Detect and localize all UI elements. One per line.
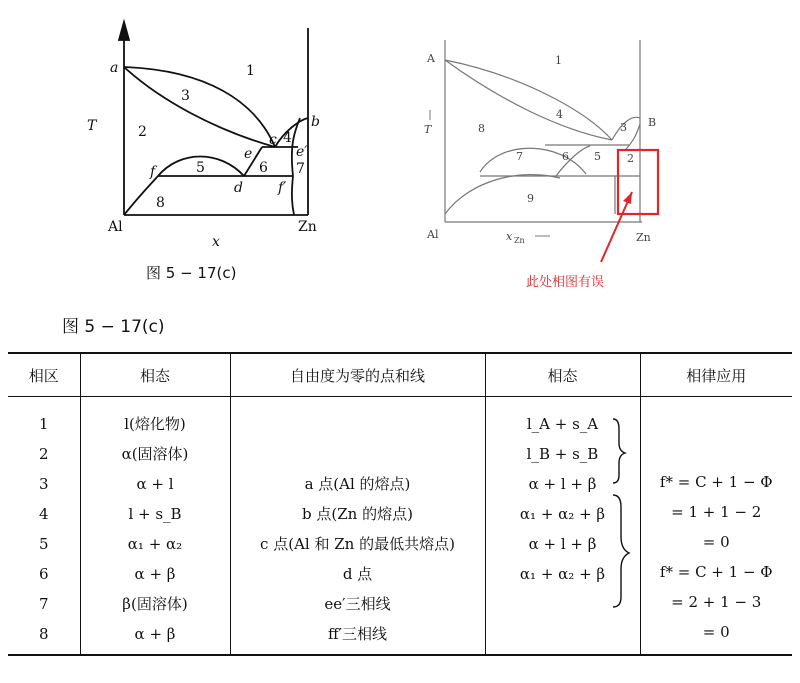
right-liquidus — [445, 60, 612, 140]
rule-1-formula: f* = C + 1 − Φ — [659, 473, 773, 491]
point-f-prime-label: f′ — [278, 180, 287, 196]
phase-3: α + l — [136, 475, 174, 493]
left-zn-label: Zn — [298, 219, 317, 235]
phase-4: l + s_B — [128, 505, 182, 523]
zero-freedom-d: d 点 — [342, 565, 373, 583]
zone-3: 3 — [38, 475, 49, 493]
zone-7: 7 — [38, 595, 49, 613]
triple-1: α + l + β — [528, 475, 597, 493]
right-dome — [480, 148, 586, 174]
region-1-label: 1 — [246, 63, 255, 79]
left-phase-diagram — [87, 20, 340, 250]
phase-column — [81, 397, 230, 649]
rule-1-result: = 0 — [702, 533, 730, 551]
error-arrow-head — [623, 192, 632, 204]
point-f-label: f — [150, 164, 156, 180]
region-2-label: 2 — [138, 124, 147, 140]
zone-2: 2 — [38, 445, 49, 463]
right-solidus — [445, 60, 612, 140]
rule-2-formula: f* = C + 1 − Φ — [659, 563, 773, 581]
point-c-label: c — [269, 132, 277, 148]
brace-pairs — [613, 419, 625, 483]
right-region-8: 8 — [478, 122, 485, 135]
phase-7: β(固溶体) — [122, 595, 188, 613]
right-axis-x-label: x — [506, 230, 513, 243]
region-8-label: 8 — [156, 195, 165, 211]
right-point-b-label: B — [648, 116, 657, 129]
zone-6: 6 — [38, 565, 49, 583]
point-e-label: e — [244, 146, 253, 162]
zero-freedom-a: a 点(Al 的熔点) — [304, 475, 411, 493]
right-region-1: 1 — [555, 54, 562, 67]
right-region-2: 2 — [627, 152, 634, 165]
zone-4: 4 — [38, 505, 49, 523]
header-rule: 相律应用 — [640, 353, 792, 397]
error-annotation: 此处相图有误 — [526, 275, 605, 290]
left-axis-t-label: T — [87, 118, 97, 134]
point-b-label: b — [311, 114, 320, 130]
point-a-label: a — [110, 60, 119, 76]
brace-group — [611, 407, 639, 607]
table-header-row — [8, 353, 792, 397]
zero-freedom-column — [231, 397, 485, 649]
region-6-label: 6 — [259, 160, 268, 176]
left-diagram-caption: 图 5 − 17(c) — [146, 264, 237, 282]
table-body-row — [8, 397, 792, 655]
zone-column — [8, 397, 80, 649]
rule-column — [641, 397, 793, 647]
zone-1: 1 — [38, 415, 49, 433]
header-phase: 相态 — [80, 353, 230, 397]
triple-4: α₁ + α₂ + β — [519, 565, 606, 583]
phase-5: α₁ + α₂ — [127, 535, 183, 553]
right-axis-t-label: T — [424, 123, 432, 136]
region-4-label: 4 — [283, 130, 292, 146]
pair-a: l_A + s_A — [526, 415, 599, 433]
zero-freedom-ff: ff′三相线 — [327, 625, 388, 643]
brace-triples — [613, 495, 629, 607]
left-axis-x-label: x — [212, 234, 220, 250]
figure-title: 图 5 − 17(c) — [62, 317, 165, 337]
rule-1-calc: = 1 + 1 − 2 — [671, 503, 762, 521]
phase-6: α + β — [134, 565, 176, 583]
phase-1: l(熔化物) — [124, 415, 186, 433]
al-solvus-low — [124, 176, 158, 215]
zero-freedom-b: b 点(Zn 的熔点) — [302, 505, 413, 523]
right-dome-low — [445, 175, 560, 214]
triple-3: α + l + β — [528, 535, 597, 553]
right-region-6: 6 — [562, 150, 569, 163]
region-5-label: 5 — [196, 160, 205, 176]
right-phase-diagram — [410, 20, 670, 250]
right-zn-label: Zn — [636, 231, 651, 244]
header-zero-freedom: 自由度为零的点和线 — [230, 353, 485, 397]
right-region-9: 9 — [527, 192, 534, 205]
left-y-arrow — [119, 22, 129, 40]
error-highlight-box — [618, 150, 658, 214]
rule-2-result: = 0 — [702, 623, 730, 641]
zn-solvus-low — [292, 176, 294, 215]
zero-freedom-c: c 点(Al 和 Zn 的最低共熔点) — [260, 535, 455, 553]
right-al-label: Al — [427, 228, 439, 241]
right-point-a-label: A — [427, 52, 435, 65]
region-3-label: 3 — [181, 88, 190, 104]
point-d-label: d — [234, 180, 243, 196]
header-phase-2: 相态 — [485, 353, 640, 397]
rule-2-calc: = 2 + 1 − 3 — [671, 593, 762, 611]
right-region-5: 5 — [594, 150, 601, 163]
right-region-4: 4 — [556, 108, 563, 121]
triple-2: α₁ + α₂ + β — [519, 505, 606, 523]
right-region-3: 3 — [620, 121, 627, 134]
header-zone: 相区 — [8, 353, 80, 397]
zone-5: 5 — [38, 535, 49, 553]
zero-freedom-ee: ee′三相线 — [324, 595, 391, 613]
right-axis-x-sub: Zn — [514, 236, 525, 245]
pair-b: l_B + s_B — [526, 445, 599, 463]
phase-table — [8, 352, 792, 656]
zone-8: 8 — [38, 625, 49, 643]
region-7-label: 7 — [296, 161, 305, 177]
right-region-7: 7 — [516, 150, 523, 163]
phase-2: α(固溶体) — [121, 445, 189, 463]
point-e-prime-label: e′ — [296, 144, 308, 160]
right-b-solvus — [625, 124, 640, 150]
phase-8: α + β — [134, 625, 176, 643]
left-al-label: Al — [108, 219, 123, 235]
